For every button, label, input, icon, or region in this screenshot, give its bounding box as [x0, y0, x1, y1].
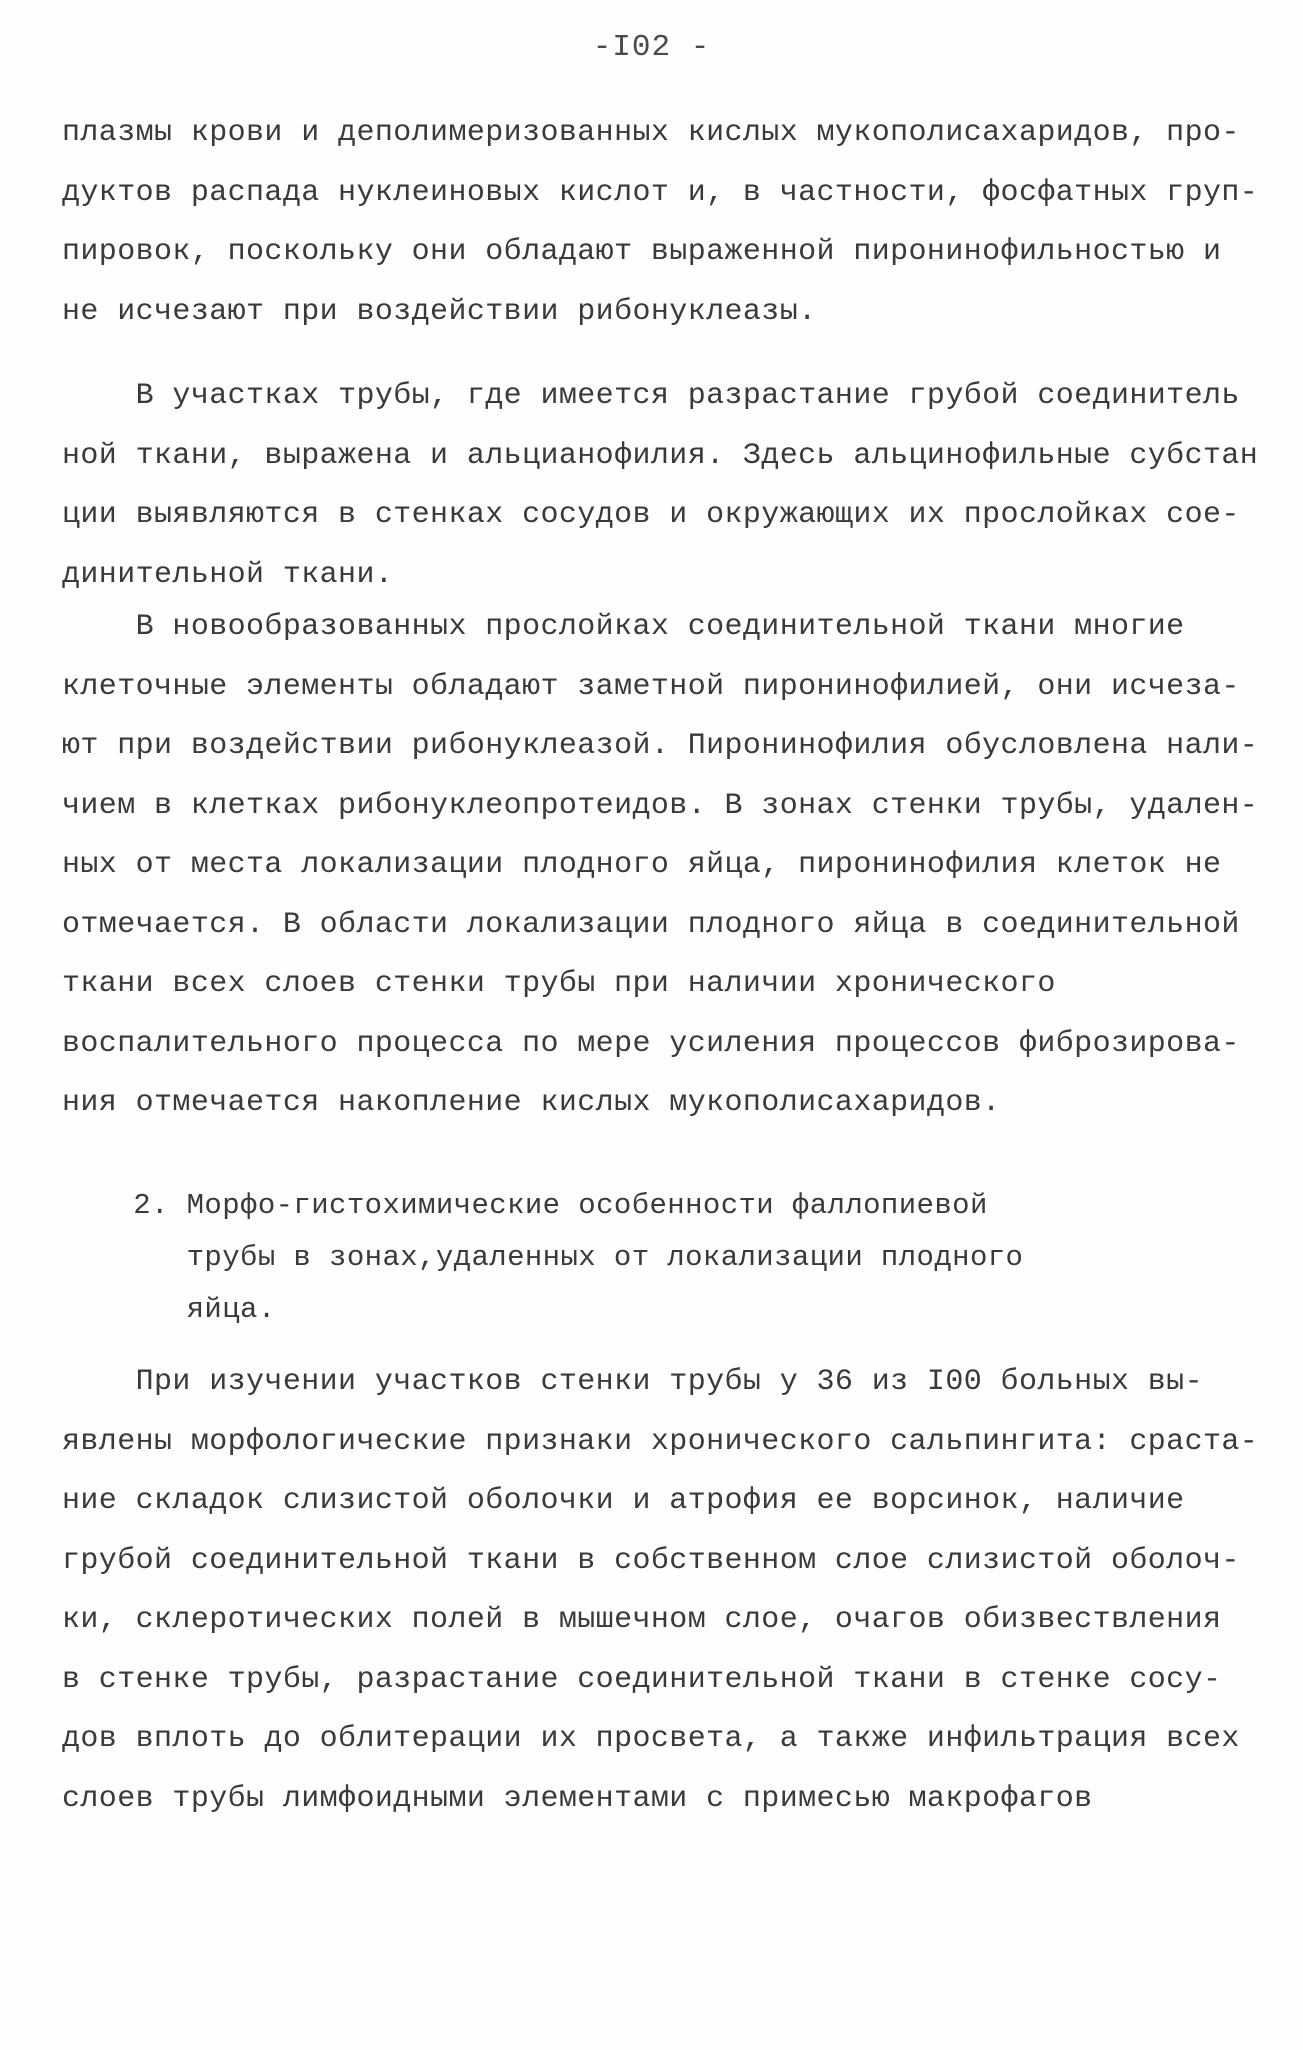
paragraph-salpingitis [62, 1353, 1259, 1829]
text-line: ния отмечается накопление кислых мукополисахаридов. [62, 1086, 1001, 1120]
text-line: пировок, поскольку они обладают выраженной пиронинофильностью и [62, 235, 1222, 269]
heading-line: трубы в зонах,удаленных от локализации плодного [62, 1241, 1024, 1274]
text-line: В участках трубы, где имеется разрастание грубой соединитель [62, 379, 1240, 413]
text-line: не исчезают при воздействии рибонуклеазы. [62, 294, 817, 329]
text-line: дов вплоть до облитерации их просвета, а также инфильтрация всех [62, 1722, 1240, 1756]
text-line: динительной ткани. [62, 557, 394, 592]
text-line: ции выявляются в стенках сосудов и окружающих их прослойках сое- [62, 498, 1240, 532]
heading-line: яйца. [62, 1293, 276, 1326]
text-line: грубой соединительной ткани в собственном слое слизистой оболоч- [62, 1543, 1240, 1578]
text-line: ных от места локализации плодного яйца, пиронинофилия клеток не [62, 848, 1222, 882]
text-line: клеточные элементы обладают заметной пиронинофилией, они исчеза- [62, 669, 1240, 704]
text-line: в стенке трубы, разрастание соединительной ткани в стенке сосу- [62, 1662, 1222, 1697]
text-line: воспалительного процесса по мере усиления процессов фиброзирова- [62, 1026, 1240, 1061]
paragraph-alcianophilia [62, 367, 1259, 605]
text-line: ние складок слизистой оболочки и атрофия ее ворсинок, наличие [62, 1484, 1185, 1518]
paragraph-continuation [62, 104, 1259, 342]
text-line: В новообразованных прослойках соединительной ткани многие [62, 610, 1185, 644]
text-line: ной ткани, выражена и альцианофилия. Здесь альцинофильные субстан [62, 438, 1259, 473]
paragraph-pyroninophilia [62, 598, 1259, 1134]
text-line: ют при воздействии рибонуклеазой. Пиронинофилия обусловлена нали- [62, 729, 1259, 763]
text-line: слоев трубы лимфоидными элементами с примесью макрофагов [62, 1781, 1093, 1816]
text-line: ки, склеротических полей в мышечном слое, очагов обизвествления [62, 1603, 1222, 1637]
page-number: -I02 - [592, 30, 711, 65]
section-heading [62, 1180, 1242, 1336]
text-line: чием в клетках рибонуклеопротеидов. В зонах стенки трубы, удален- [62, 788, 1259, 823]
text-line: дуктов распада нуклеиновых кислот и, в частности, фосфатных груп- [62, 175, 1259, 210]
text-line: отмечается. В области локализации плодного яйца в соединительной [62, 907, 1240, 942]
text-line: явлены морфологические признаки хронического сальпингита: сраста- [62, 1424, 1259, 1459]
text-line: ткани всех слоев стенки трубы при наличии хронического [62, 967, 1056, 1001]
text-line: плазмы крови и деполимеризованных кислых мукополисахаридов, про- [62, 116, 1240, 150]
heading-line: 2. Морфо-гистохимические особенности фаллопиевой [62, 1189, 988, 1222]
text-line: При изучении участков стенки трубы у 36 из I00 больных вы- [62, 1365, 1203, 1399]
